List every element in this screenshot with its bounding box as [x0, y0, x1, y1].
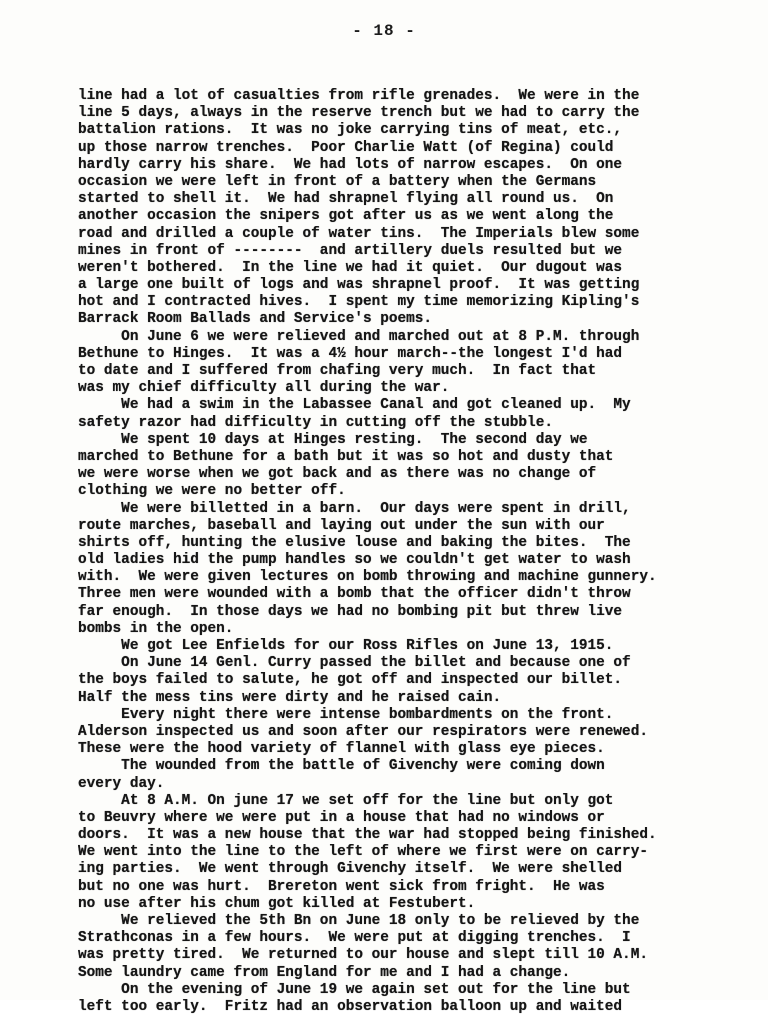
- text-line: bombs in the open.: [78, 620, 234, 637]
- text-line: with. We were given lectures on bomb throwing and machine gunnery.: [78, 569, 657, 586]
- text-line: On the evening of June 19 we again set out for the line but: [78, 981, 631, 998]
- text-line: every day.: [78, 775, 165, 792]
- text-line: We relieved the 5th Bn on June 18 only to be relieved by the: [78, 913, 640, 929]
- text-line: These were the hood variety of flannel with glass eye pieces.: [78, 741, 605, 758]
- text-line: to date and I suffered from chafing very much. In fact that: [78, 363, 597, 379]
- text-line: hardly carry his share. We had lots of narrow escapes. On one: [78, 156, 623, 173]
- text-line: was my chief difficulty all during the war.: [78, 380, 450, 397]
- text-line: left too early. Fritz had an observation balloon up and waited: [78, 998, 623, 1015]
- text-line: shirts off, hunting the elusive louse and baking the bites. The: [78, 534, 631, 551]
- text-line: ing parties. We went through Givenchy itself. We were shelled: [78, 861, 623, 878]
- text-line: another occasion the snipers got after us as we went along the: [78, 208, 614, 225]
- text-line: safety razor had difficulty in cutting off the stubble.: [78, 414, 553, 431]
- text-line: up those narrow trenches. Poor Charlie Watt (of Regina) could: [78, 139, 614, 156]
- text-line: Strathconas in a few hours. We were put at digging trenches. I: [78, 930, 631, 947]
- text-line: The wounded from the battle of Givenchy were coming down: [78, 758, 605, 775]
- text-line: far enough. In those days we had no bombing pit but threw live: [78, 603, 623, 620]
- text-line: road and drilled a couple of water tins. The Imperials blew some: [78, 225, 640, 242]
- text-line: We went into the line to the left of where we first were on carry-: [78, 844, 648, 861]
- text-line: doors. It was a new house that the war had stopped being finished.: [78, 827, 657, 844]
- text-line: Every night there were intense bombardments on the front.: [78, 706, 614, 723]
- text-line: We were billetted in a barn. Our days were spent in drill,: [78, 500, 631, 517]
- text-line: Bethune to Hinges. It was a 4½ hour march--the longest I'd had: [78, 345, 623, 362]
- text-line: Alderson inspected us and soon after our respirators were renewed.: [78, 723, 648, 740]
- text-line: we were worse when we got back and as there was no change of: [78, 466, 597, 483]
- page-number: - 18 -: [352, 22, 416, 40]
- text-line: We spent 10 days at Hinges resting. The second day we: [78, 431, 588, 448]
- text-line: At 8 A.M. On june 17 we set off for the line but only got: [78, 792, 614, 809]
- text-line: route marches, baseball and laying out under the sun with our: [78, 517, 605, 534]
- text-line: marched to Bethune for a bath but it was so hot and dusty that: [78, 448, 614, 465]
- text-line: clothing we were no better off.: [78, 483, 346, 500]
- text-line: We got Lee Enfields for our Ross Rifles on June 13, 1915.: [78, 638, 614, 654]
- text-line: On June 14 Genl. Curry passed the billet and because one of: [78, 655, 631, 672]
- text-line: old ladies hid the pump handles so we couldn't get water to wash: [78, 552, 631, 569]
- text-line: was pretty tired. We returned to our house and slept till 10 A.M.: [78, 947, 648, 964]
- text-line: no use after his chum got killed at Festubert.: [78, 895, 476, 912]
- text-line: Three men were wounded with a bomb that the officer didn't throw: [78, 586, 631, 603]
- text-line: the boys failed to salute, he got off and inspected our billet.: [78, 672, 623, 689]
- text-line: weren't bothered. In the line we had it quiet. Our dugout was: [78, 259, 623, 276]
- text-line: On June 6 we were relieved and marched out at 8 P.M. through: [78, 328, 640, 345]
- text-line: We had a swim in the Labassee Canal and got cleaned up. My: [78, 397, 631, 414]
- text-line: Half the mess tins were dirty and he raised cain.: [78, 689, 502, 706]
- text-line: occasion we were left in front of a battery when the Germans: [78, 173, 597, 190]
- text-line: mines in front of -------- and artillery duels resulted but we: [78, 242, 623, 259]
- typed-text-body: [78, 88, 708, 1016]
- text-line: battalion rations. It was no joke carrying tins of meat, etc.,: [78, 122, 623, 139]
- text-line: Some laundry came from England for me and I had a change.: [78, 964, 571, 981]
- text-line: started to shell it. We had shrapnel flying all round us. On: [78, 191, 614, 208]
- text-line: to Beuvry where we were put in a house that had no windows or: [78, 809, 605, 826]
- text-line: Barrack Room Ballads and Service's poems.: [78, 311, 433, 328]
- text-line: line had a lot of casualties from rifle grenades. We were in the: [78, 88, 640, 104]
- text-line: but no one was hurt. Brereton went sick from fright. He was: [78, 878, 605, 895]
- text-line: line 5 days, always in the reserve trench but we had to carry the: [78, 105, 640, 122]
- text-line: hot and I contracted hives. I spent my time memorizing Kipling's: [78, 294, 640, 311]
- text-line: a large one built of logs and was shrapnel proof. It was getting: [78, 277, 640, 294]
